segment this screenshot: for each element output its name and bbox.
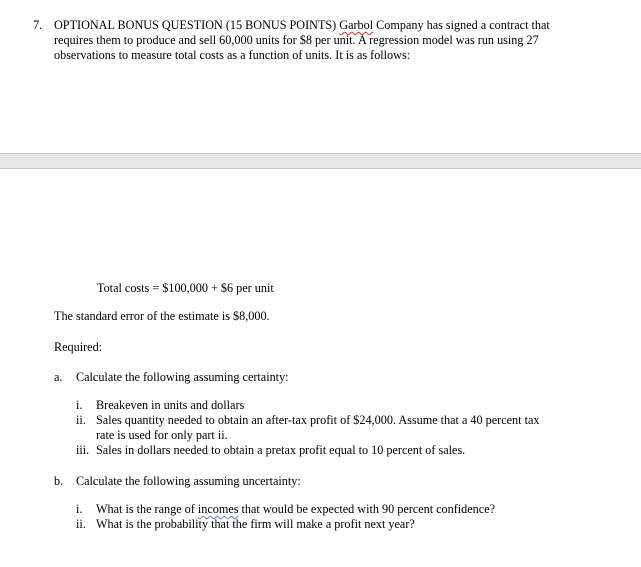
- required-label: Required:: [54, 340, 103, 354]
- part-a-item-ii-marker: ii.: [76, 413, 86, 427]
- part-b-marker: b.: [54, 474, 64, 488]
- question-line-3: observations to measure total costs as a function of units. It is as follows:: [54, 48, 411, 62]
- part-a-marker: a.: [54, 370, 63, 384]
- part-b-item-ii-marker: ii.: [76, 517, 86, 531]
- question-line-1: [54, 18, 550, 33]
- page-break-separator: [0, 153, 641, 169]
- question-line-1-pre: OPTIONAL BONUS QUESTION (15 BONUS POINTS): [54, 18, 340, 32]
- part-a-item-ii-line-2: rate is used for only part ii.: [96, 428, 228, 442]
- part-b-item-i-pre: What is the range of: [96, 502, 198, 516]
- part-a-item-ii-line-1: Sales quantity needed to obtain an after-tax profit of $24,000. Assume that a 40 percent tax: [96, 413, 540, 427]
- company-name: Garbol: [339, 18, 374, 32]
- part-b-item-ii-text: What is the probability that the firm will make a profit next year?: [96, 517, 415, 531]
- part-a-item-iii-text: Sales in dollars needed to obtain a pretax profit equal to 10 percent of sales.: [96, 443, 466, 457]
- question-line-2: requires them to produce and sell 60,000 units for $8 per unit. A regression model was run using 27: [54, 33, 539, 47]
- part-b-item-i-post: that would be expected with 90 percent confidence?: [238, 502, 496, 516]
- part-b-item-i-text: [96, 502, 495, 517]
- part-b-text: Calculate the following assuming uncertainty:: [76, 474, 301, 488]
- part-a-item-i-text: Breakeven in units and dollars: [96, 398, 245, 412]
- part-a-item-i-marker: i.: [76, 398, 83, 412]
- part-a-item-iii-marker: iii.: [76, 443, 90, 457]
- part-b-item-i-marker: i.: [76, 502, 83, 516]
- question-line-1-post: Company has signed a contract that: [373, 18, 550, 32]
- cost-formula: Total costs = $100,000 + $6 per unit: [97, 281, 274, 295]
- part-a-text: Calculate the following assuming certainty:: [76, 370, 289, 384]
- question-number: 7.: [33, 18, 43, 32]
- flagged-word-incomes: incomes: [197, 502, 239, 516]
- standard-error-statement: The standard error of the estimate is $8,000.: [54, 309, 270, 323]
